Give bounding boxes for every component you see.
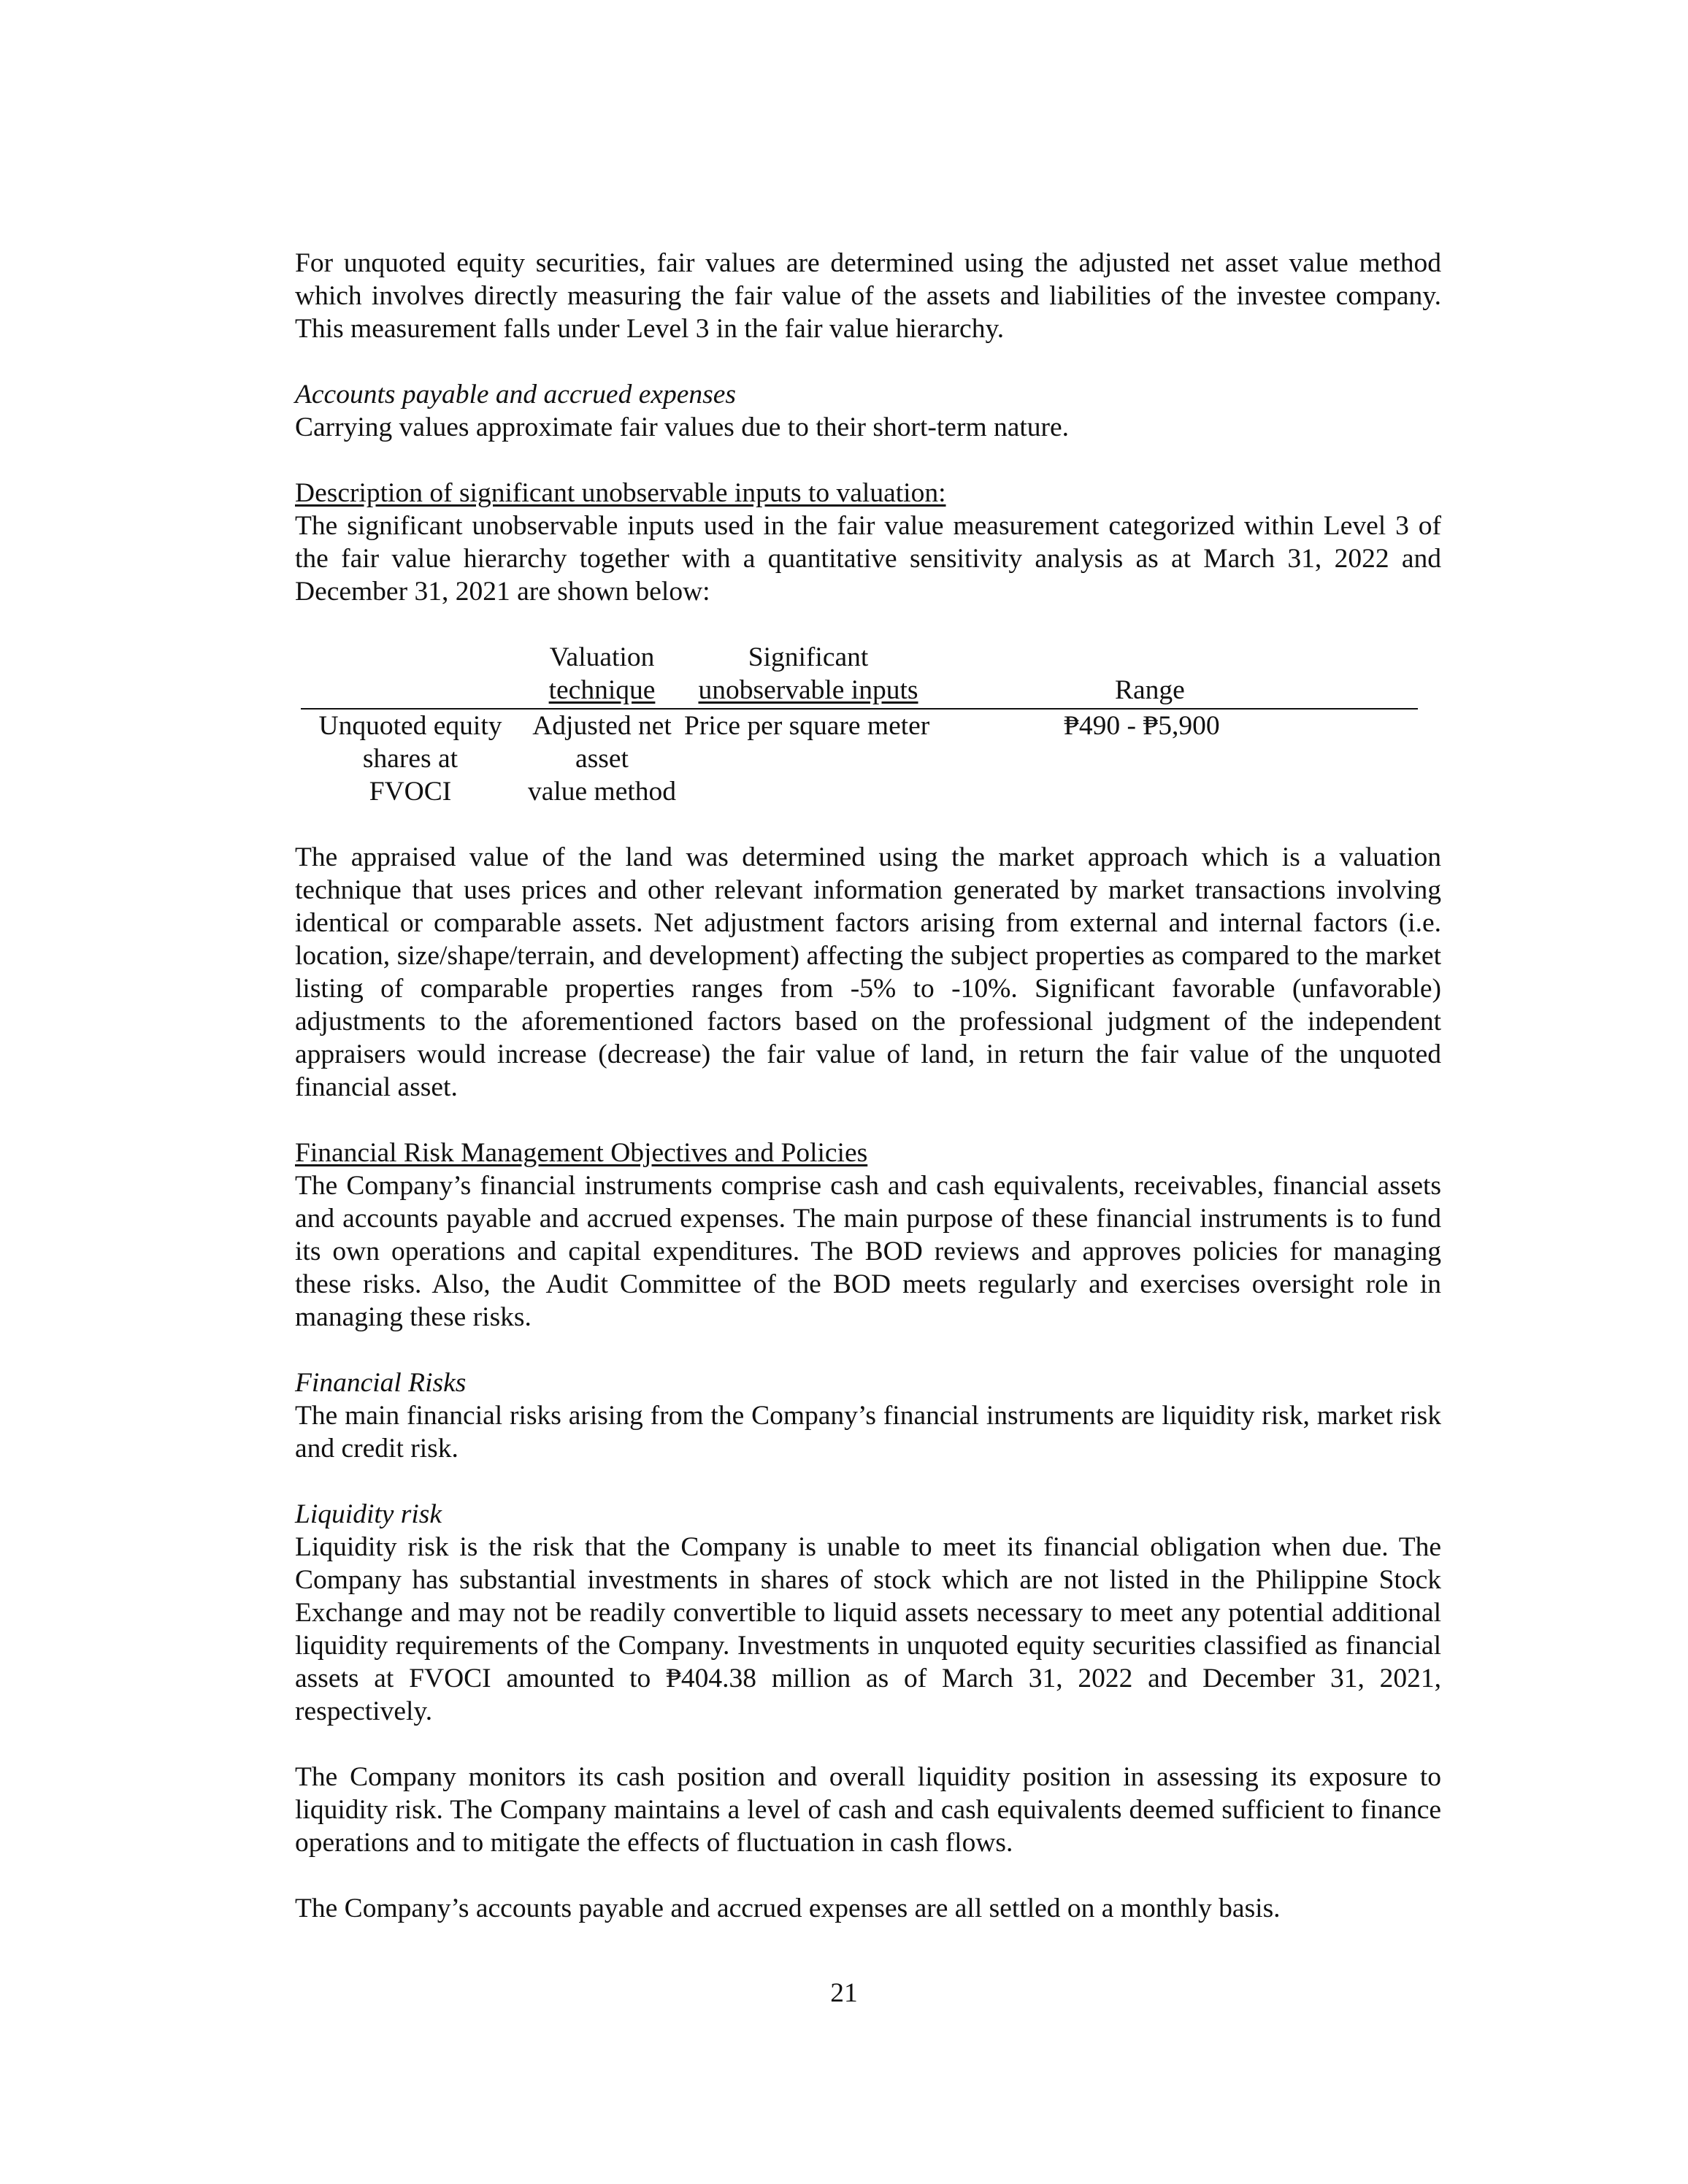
document-page xyxy=(295,247,1441,1925)
header-item xyxy=(301,641,520,709)
appraised-value-paragraph: The appraised value of the land was determined using the market approach which is a valuation technique that uses prices and other relevant information generated by market transactions involving identical or comparable assets. Net adjustment factors arising from external and internal factors (i.e. location, size/shape/terrain, and development) affecting the subject properties as compared to the market listing of comparable properties ranges from -5% to -10%. Significant favorable (unfavorable) adjustments to the aforementioned factors based on the professional judgment of the independent appraisers would increase (decrease) the fair value of land, in return the fair value of the unquoted financial asset. xyxy=(295,842,1441,1102)
financial-risk-management-heading-text: Financial Risk Management Objectives and Policies xyxy=(295,1138,868,1168)
header-technique-line2: technique xyxy=(548,675,656,705)
cell-item-line2: shares at xyxy=(362,744,459,774)
header-valuation-technique xyxy=(520,641,684,709)
cell-technique-line2: value method xyxy=(527,777,677,807)
cell-item-line3: FVOCI xyxy=(369,777,452,807)
header-inputs-line2: unobservable inputs xyxy=(698,675,918,705)
liquidity-risk-heading: Liquidity risk xyxy=(295,1499,442,1529)
cell-technique-line1: Adjusted net asset xyxy=(532,711,672,774)
table-row xyxy=(301,709,1418,808)
unobservable-inputs-heading-text: Description of significant unobservable inputs to valuation: xyxy=(295,478,946,508)
valuation-table-header xyxy=(301,641,1418,709)
liquidity-risk-text: Liquidity risk is the risk that the Company is unable to meet its financial obligation when due. The Company has substantial investments in shares of stock which are not listed in the Philippine Stock Exchange and may not be readily convertible to liquid assets necessary to meet any potential additional liquidity requirements of the Company. Investments in unquoted equity securities classified as financial assets at FVOCI amounted to ₱404.38 million as of March 31, 2022 and December 31, 2021, respectively. xyxy=(295,1532,1441,1726)
cell-item xyxy=(301,709,520,808)
payables-settlement-paragraph: The Company’s accounts payable and accrued expenses are all settled on a monthly basis. xyxy=(295,1893,1281,1923)
unobservable-inputs-text: The significant unobservable inputs used in the fair value measurement categorized within Level 3 of the fair value hierarchy together with a quantitative sensitivity analysis as at March 31, 2022 and December 31, 2021 are shown below: xyxy=(295,511,1441,607)
header-significant-inputs xyxy=(684,641,932,709)
cell-range: ₱490 - ₱5,900 xyxy=(1064,711,1220,741)
financial-risks-heading: Financial Risks xyxy=(295,1368,467,1398)
cash-monitoring-paragraph: The Company monitors its cash position and overall liquidity position in assessing its exposure to liquidity risk. The Company maintains a level of cash and cash equivalents deemed sufficient to finance operations and to mitigate the effects of fluctuation in cash flows. xyxy=(295,1762,1441,1858)
accounts-payable-heading: Accounts payable and accrued expenses xyxy=(295,380,736,410)
financial-risk-management-text: The Company’s financial instruments comprise cash and cash equivalents, receivables, financial assets and accounts payable and accrued expenses. The main purpose of these financial instruments is to fund its own operations and capital expenditures. The BOD reviews and approves policies for managing these risks. Also, the Audit Committee of the BOD meets regularly and exercises oversight role in managing these risks. xyxy=(295,1171,1441,1332)
header-range: Range xyxy=(932,641,1418,709)
page-number: 21 xyxy=(830,1978,858,2008)
header-inputs-line1: Significant xyxy=(748,642,869,672)
header-technique-line1: Valuation xyxy=(549,642,655,672)
financial-risk-management-heading xyxy=(295,1137,1441,1169)
financial-risks-text: The main financial risks arising from the Company’s financial instruments are liquidity risk, market risk and credit risk. xyxy=(295,1401,1441,1464)
cell-item-line1: Unquoted equity xyxy=(318,711,502,741)
valuation-table xyxy=(301,641,1418,808)
accounts-payable-text: Carrying values approximate fair values due to their short-term nature. xyxy=(295,412,1070,442)
unobservable-inputs-heading xyxy=(295,477,1441,510)
cell-technique xyxy=(520,709,684,808)
cell-input: Price per square meter xyxy=(684,711,930,741)
unquoted-equity-paragraph: For unquoted equity securities, fair values are determined using the adjusted net asset value method which involves directly measuring the fair value of the assets and liabilities of the investee company. This measurement falls under Level 3 in the fair value hierarchy. xyxy=(295,248,1441,344)
